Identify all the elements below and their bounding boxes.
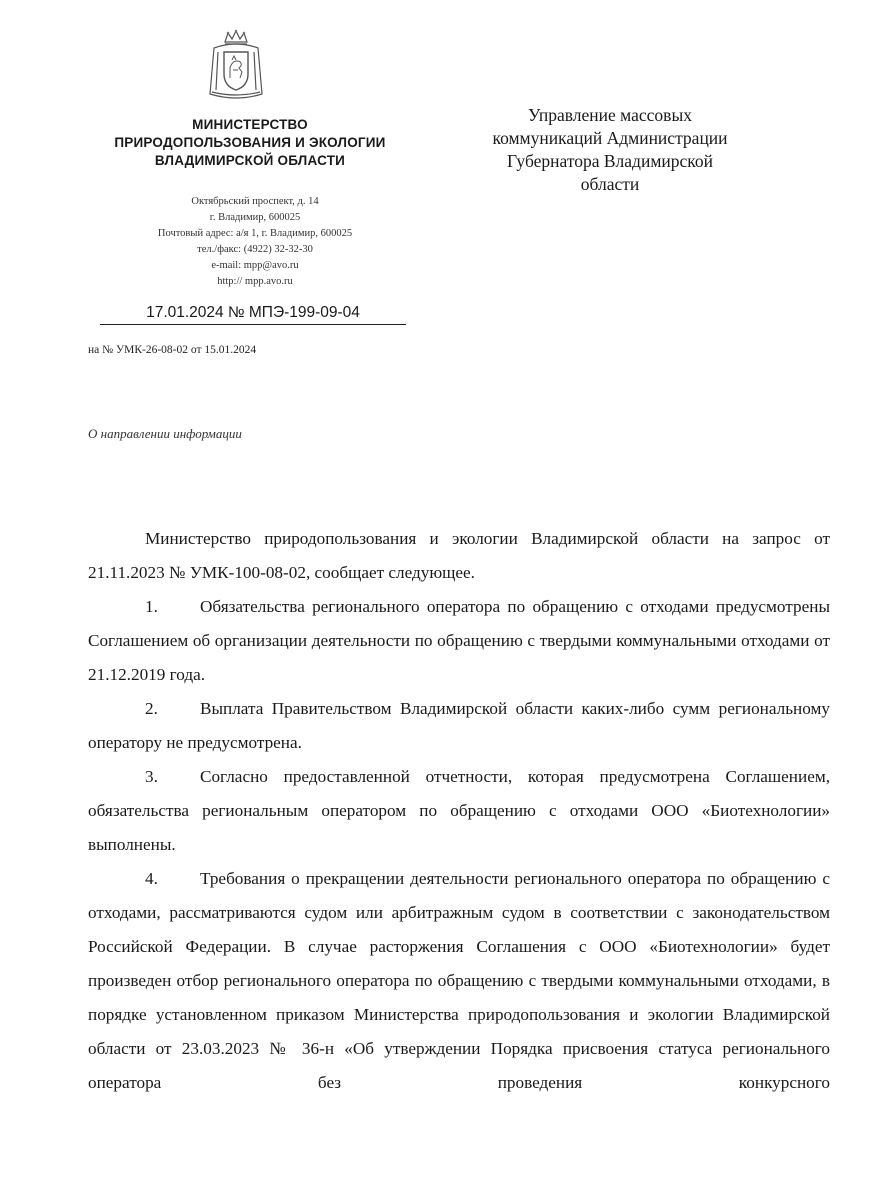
addressee-line: Управление массовых — [528, 105, 692, 125]
contact-city: г. Владимир, 600025 — [209, 212, 301, 223]
item-number: 3. — [145, 767, 158, 786]
addressee-block — [440, 104, 780, 196]
letter-body — [88, 522, 830, 1100]
item-number: 1. — [145, 597, 158, 616]
contact-phone: тел./факс: (4922) 32-32-30 — [197, 244, 313, 255]
item-text: Согласно предоставленной отчетности, которая предусмотрена Соглашением, обязательства региональным оператором по обращению с отходами ООО «Биотехнологии» выполнены. — [88, 767, 830, 854]
contact-address: Октябрьский проспект, д. 14 — [191, 196, 319, 207]
contact-website: http:// mpp.avo.ru — [217, 276, 293, 287]
ministry-line: ВЛАДИМИРСКОЙ ОБЛАСТИ — [154, 153, 346, 168]
list-item — [88, 760, 830, 862]
reply-reference: на № УМК-26-08-02 от 15.01.2024 — [88, 344, 257, 356]
contact-postal: Почтовый адрес: а/я 1, г. Владимир, 600025 — [157, 228, 353, 239]
contact-email: e-mail: mpp@avo.ru — [211, 260, 299, 271]
letter-subject: О направлении информации — [88, 426, 242, 441]
ministry-line: ПРИРОДОПОЛЬЗОВАНИЯ И ЭКОЛОГИИ — [114, 135, 386, 150]
addressee-line: области — [580, 174, 640, 194]
ministry-name — [100, 116, 400, 170]
list-item — [88, 590, 830, 692]
intro-paragraph: Министерство природопользования и экологии Владимирской области на запрос от 21.11.2023 № УМК-100-08-02, сообщает следующее. — [88, 529, 830, 582]
list-item — [88, 862, 830, 1100]
item-text: Требования о прекращении деятельности регионального оператора по обращению с отходами, рассматриваются судом или арбитражным судом в соответствии с законодательством Российской Федерации. В случае расторжения Соглашения с ООО «Биотехнологии» будет произведен отбор регионального оператора по обращению с твердыми коммунальными отходами, в порядке установленном приказом Министерства природопользования и экологии Владимирской области от 23.03.2023 № 36-н «Об утверждении Порядка присвоения статуса регионального оператора без проведения конкурсного — [88, 869, 830, 1092]
coat-of-arms-icon — [206, 28, 266, 102]
item-text: Обязательства регионального оператора по обращению с отходами предусмотрены Соглашением об организации деятельности по обращению с твердыми коммунальными отходами от 21.12.2019 года. — [88, 597, 830, 684]
item-number: 2. — [145, 699, 158, 718]
ministry-contacts — [110, 194, 400, 290]
item-text: Выплата Правительством Владимирской области каких-либо сумм региональному оператору не предусмотрена. — [88, 699, 830, 752]
addressee-line: коммуникаций Администрации — [492, 128, 728, 148]
registration-number: 17.01.2024 № МПЭ-199-09-04 — [100, 304, 406, 325]
item-number: 4. — [145, 869, 158, 888]
ministry-line: МИНИСТЕРСТВО — [192, 117, 308, 132]
addressee-line: Губернатора Владимирской — [506, 151, 714, 171]
list-item — [88, 692, 830, 760]
